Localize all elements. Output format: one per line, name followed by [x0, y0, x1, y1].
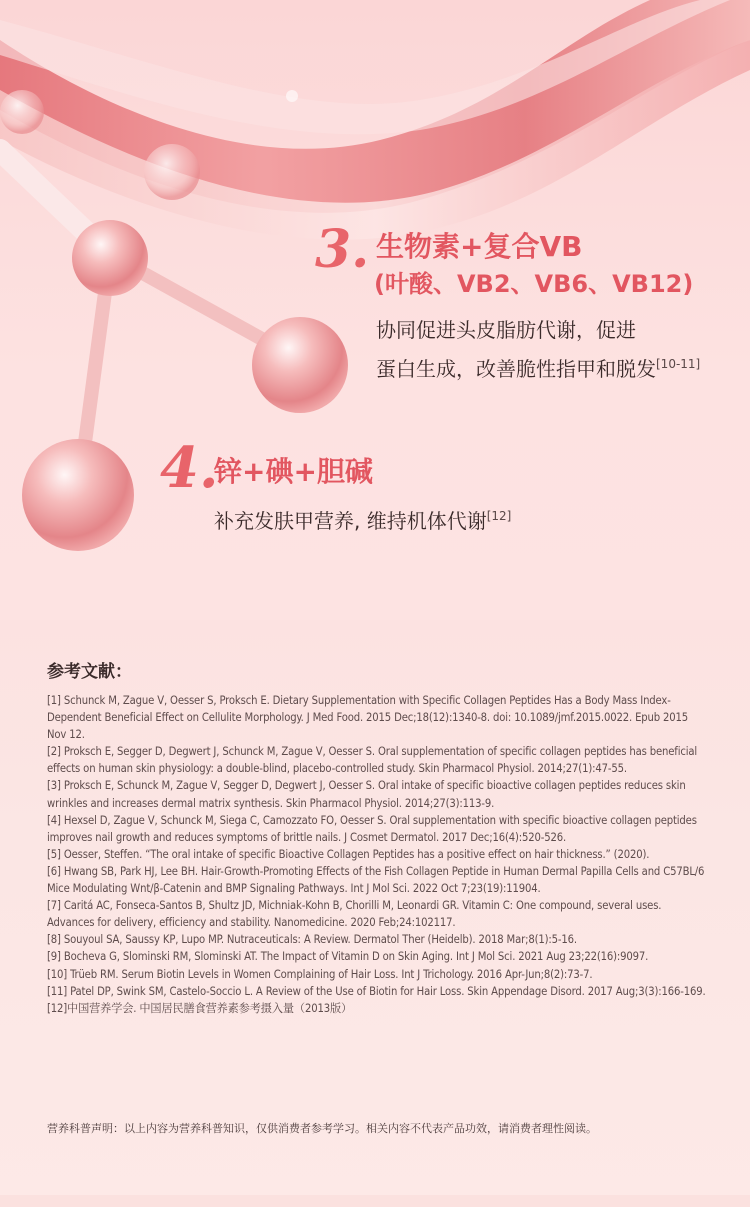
bottom-edge [0, 1195, 750, 1207]
section-4-description: 补充发肤甲营养, 维持机体代谢[12] [214, 509, 512, 533]
section-4-citation: [12] [486, 509, 512, 523]
section-4-number: 4. [160, 435, 219, 501]
section-3-subtitle: (叶酸、VB2、VB6、VB12) [374, 270, 694, 298]
section-4-title: 锌+碘+胆碱 [214, 455, 373, 488]
reference-item: [3] Proksch E, Schunck M, Zague V, Segger D, Degwert J, Oesser S. Oral intake of specific bioactive collagen peptides reduces skin wrinkles and increases dermal matrix synthesis. Skin Pharmacol Physiol. 2014;27(3):113-9. [47, 779, 686, 810]
section-3-number: 3. [315, 219, 370, 280]
section-3-description-line-2: 蛋白生成，改善脆性指甲和脱发[10-11] [376, 357, 701, 381]
section-3-title: 生物素+复合VB [376, 230, 583, 263]
nutrition-disclaimer: 营养科普声明：以上内容为营养科普知识，仅供消费者参考学习。相关内容不代表产品功效，请消费者理性阅读。 [47, 1122, 597, 1135]
section-3-citation: [10-11] [656, 357, 701, 371]
section-3-description-line-1: 协同促进头皮脂肪代谢，促进 [376, 318, 636, 342]
reference-item: [4] Hexsel D, Zague V, Schunck M, Siega C, Camozzato FO, Oesser S. Oral supplementation with specific bioactive collagen peptides improves nail growth and reduces symptoms of brittle nails. J Cosmet Dermatol. 2017 Dec;16(4):520-526. [47, 813, 697, 844]
reference-item: [9] Bocheva G, Slominski RM, Slominski AT. The Impact of Vitamin D on Skin Aging. Int J Mol Sci. 2021 Aug 23;22(16):9097. [47, 950, 649, 964]
references-section [47, 657, 707, 1017]
references-title: 参考文献： [47, 662, 132, 682]
reference-item: [12]中国营养学会. 中国居民膳食营养素参考摄入量（2013版） [47, 1001, 353, 1015]
reference-item: [10] Trüeb RM. Serum Biotin Levels in Women Complaining of Hair Loss. Int J Trichology. 2016 Apr-Jun;8(2):73-7. [47, 967, 593, 981]
reference-item: [5] Oesser, Steffen. “The oral intake of specific Bioactive Collagen Peptides has a positive effect on hair thickness.” (2020). [47, 847, 650, 861]
reference-item: [2] Proksch E, Segger D, Degwert J, Schunck M, Zague V, Oesser S. Oral supplementation of specific collagen peptides has beneficial effects on human skin physiology: a double-blind, placebo-controlled study. Skin Pharmacol Physiol. 2014;27(1):47-55. [47, 745, 698, 776]
reference-item: [1] Schunck M, Zague V, Oesser S, Proksch E. Dietary Supplementation with Specific Collagen Peptides Has a Body Mass Index-Dependent Beneficial Effect on Cellulite Morphology. J Med Food. 2015 Dec;18(12):1340-8. doi: 10.1089/jmf.2015.0022. Epub 2015 Nov 12. [47, 694, 689, 742]
reference-item: [8] Souyoul SA, Saussy KP, Lupo MP. Nutraceuticals: A Review. Dermatol Ther (Heidelb). 2018 Mar;8(1):5-16. [47, 933, 577, 947]
reference-item: [7] Caritá AC, Fonseca-Santos B, Shultz JD, Michniak-Kohn B, Chorilli M, Leonardi GR. Vitamin C: One compound, several uses. Advances for delivery, efficiency and stability. Nanomedicine. 2020 Feb;24:102117. [47, 899, 662, 930]
reference-item: [11] Patel DP, Swink SM, Castelo-Soccio L. A Review of the Use of Biotin for Hair Loss. Skin Appendage Disord. 2017 Aug;3(3):166-169. [47, 984, 706, 998]
reference-item: [6] Hwang SB, Park HJ, Lee BH. Hair-Growth-Promoting Effects of the Fish Collagen Peptide in Human Dermal Papilla Cells and C57BL/6 Mice Modulating Wnt/β-Catenin and BMP Signaling Pathways. Int J Mol Sci. 2022 Oct 7;23(19):11904. [47, 864, 705, 896]
references-list [47, 692, 707, 1017]
